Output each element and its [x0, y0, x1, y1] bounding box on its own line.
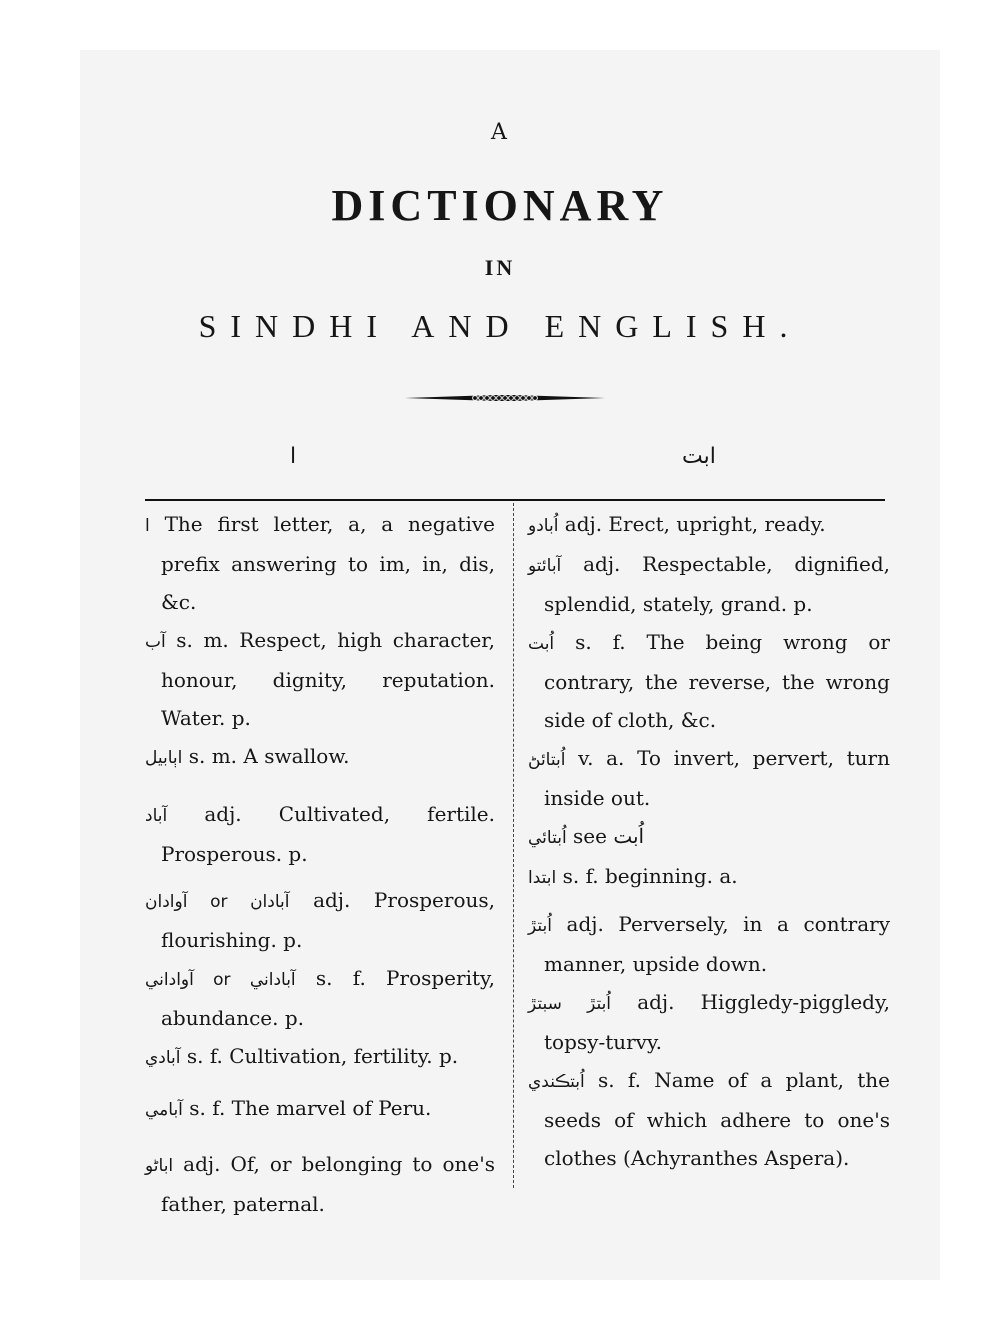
- page-title: DICTIONARY: [331, 181, 669, 230]
- dictionary-entry: اُبت s. f. The being wrong or contrary, the reverse, the wrong side of cloth, &c.: [528, 630, 890, 732]
- dictionary-entry: اُبتائڻ v. a. To invert, pervert, turn inside out.: [528, 746, 891, 810]
- dictionary-entry: اُبتڙ adj. Perversely, in a contrary manner, upside down.: [528, 912, 890, 976]
- dictionary-entry: آباد adj. Cultivated, fertile. Prosperous. p.: [145, 802, 496, 866]
- title-article: A: [491, 120, 509, 145]
- dictionary-entry: اُبتڙ سبتڙ adj. Higgledy-piggledy, topsy-turvy.: [528, 990, 890, 1054]
- dictionary-entry: اُبتائي see اُبت: [528, 824, 645, 848]
- dictionary-entry: آبادان or آوادان adj. Prosperous, flourishing. p.: [145, 888, 495, 952]
- dictionary-entry: آبائتو adj. Respectable, dignified, splendid, stately, grand. p.: [528, 552, 891, 616]
- right-column-heading: ابت: [682, 444, 716, 469]
- dictionary-entry: اُبتڪندي s. f. Name of a plant, the seeds of which adhere to one's clothes (Achyranthes Aspera).: [528, 1068, 891, 1170]
- dictionary-entry: آب s. m. Respect, high character, honour, dignity, reputation. Water. p.: [145, 628, 496, 730]
- top-rule: [145, 499, 885, 501]
- left-column-heading: ا: [290, 444, 297, 469]
- dictionary-entry: ابتدا s. f. beginning. a.: [528, 864, 738, 888]
- column-divider: [513, 503, 515, 1188]
- right-column: [528, 505, 890, 1177]
- dictionary-entry: ا The first letter, a, a negative prefix answering to im, in, dis, &c.: [145, 512, 496, 614]
- dictionary-entry: اٻابيل s. m. A swallow.: [145, 744, 350, 768]
- dictionary-entry: آباداني or آواداني s. f. Prosperity, abundance. p.: [145, 966, 496, 1030]
- dictionary-entry: اباڻو adj. Of, or belonging to one's father, paternal.: [145, 1152, 495, 1216]
- dictionary-entry: آبامي s. f. The marvel of Peru.: [145, 1096, 432, 1120]
- title-in: IN: [484, 255, 516, 280]
- ornament-divider-icon: [405, 388, 605, 408]
- dictionary-entry: آبادي s. f. Cultivation, fertility. p.: [145, 1044, 459, 1068]
- left-column: [145, 505, 495, 1223]
- dictionary-entry: اُبادو adj. Erect, upright, ready.: [528, 512, 826, 536]
- page-subtitle: SINDHI AND ENGLISH.: [198, 308, 802, 344]
